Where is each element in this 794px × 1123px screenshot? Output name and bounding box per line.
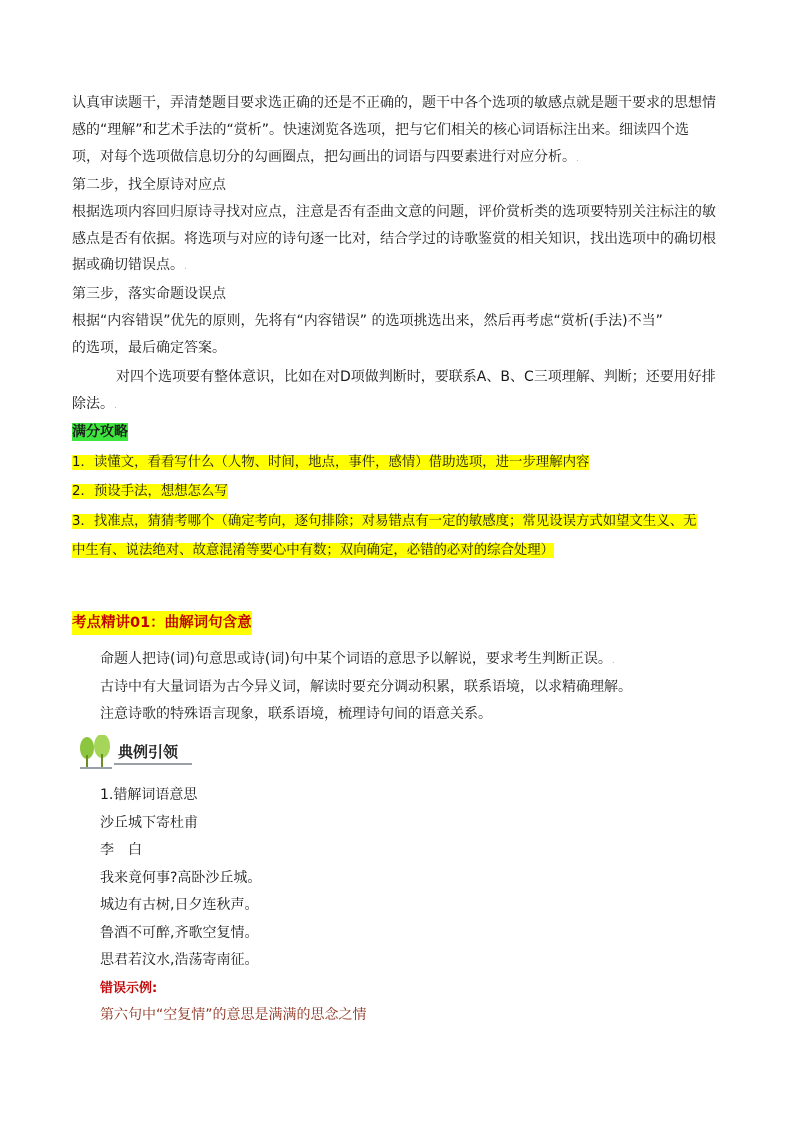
- tree-icon: [78, 735, 114, 769]
- step2-block: [72, 172, 724, 279]
- intro-line: 项，对每个选项做信息切分的勾画圈点，把勾画出的词语与四要素进行对应分析。.: [72, 148, 579, 165]
- step2-title: 第二步，找全原诗对应点: [72, 177, 226, 193]
- section-line: 古诗中有大量词语为古今异义词，解读时要充分调动积累，联系语境，以求精确理解。: [100, 678, 632, 695]
- intro-line: 认真审读题干，弄清楚题目要求选正确的还是不正确的，题干中各个选项的敏感点就是题干要求的思想情: [72, 95, 716, 111]
- poem-author: 李 白: [100, 842, 142, 858]
- section-line: 命题人把诗(词)句意思或诗(词)句中某个词语的意思予以解说，要求考生判断正误。.: [100, 651, 615, 667]
- error-label: 错误示例:: [100, 980, 158, 996]
- step3-line: 根据“内容错误”优先的原则，先将有“内容错误” 的选项挑选出来，然后再考虑“赏析(手法)不当”: [72, 312, 663, 329]
- step2-line: 根据选项内容回归原诗寻找对应点，注意是否有歪曲文意的问题，评价赏析类的选项要特别关注标注的敏: [72, 203, 716, 220]
- step2-line: 据或确切错误点。.: [72, 257, 187, 274]
- step2-line: 感点是否有依据。将选项与对应的诗句逐一比对，结合学过的诗歌鉴赏的相关知识，找出选项中的确切根: [72, 230, 716, 247]
- poem-line: 鲁酒不可醉,齐歌空复情。: [100, 924, 259, 941]
- overall-paragraph: [72, 364, 724, 418]
- section-title: 考点精讲01：曲解词句含意: [72, 611, 252, 635]
- strategy-title-line: [72, 418, 724, 448]
- example-heading: 1.错解词语意思: [100, 787, 198, 803]
- poem-line: 城边有古树,日夕连秋声。: [100, 897, 259, 913]
- banner-underline: [114, 763, 192, 765]
- error-label-line: [100, 975, 700, 1003]
- intro-paragraph: [72, 90, 724, 170]
- error-text: 第六句中“空复情”的意思是满满的思念之情: [100, 1007, 367, 1023]
- step3-line: 的选项，最后确定答案。: [72, 339, 226, 356]
- poem-title: 沙丘城下寄杜甫: [100, 814, 198, 831]
- poem-line: 思君若汶水,浩荡寄南征。: [100, 952, 259, 968]
- strategy-item: 2．预设手法，想想怎么写: [72, 484, 228, 499]
- intro-line: 感的“理解”和艺术手法的“赏析”。快速浏览各选项，把与它们相关的核心词语标注出来。细读四个选: [72, 121, 690, 138]
- strategy-item: 3．找准点，猜猜考哪个（确定考向，逐句排除；对易错点有一定的敏感度；常见设误方式如望文生义、无: [72, 513, 697, 529]
- example-banner: [78, 735, 193, 771]
- section-body: [100, 646, 720, 729]
- strategy-title: 满分攻略: [72, 424, 128, 440]
- poem-line: 我来竟何事?高卧沙丘城。: [100, 869, 262, 886]
- error-text-line: [100, 1002, 700, 1030]
- strategy-item: 中生有、说法绝对、故意混淆等要心中有数；双向确定，必错的必对的综合处理）: [72, 543, 555, 558]
- strategy-item: 1．读懂文，看看写什么（人物、时间，地点，事件，感情）借助选项，进一步理解内容: [72, 454, 590, 470]
- step3-title: 第三步，落实命题设误点: [72, 286, 226, 302]
- overall-line: 对四个选项要有整体意识，比如在对D项做判断时，要联系A、B、C三项理解、判断；还要用好排: [116, 369, 716, 385]
- example-banner-label: 典例引领: [118, 743, 179, 761]
- step3-block: [72, 281, 724, 361]
- example-block: [100, 782, 700, 1030]
- strategy-block: [72, 418, 724, 566]
- section-line: 注意诗歌的特殊语言现象，联系语境，梳理诗句间的语意关系。: [100, 706, 492, 722]
- overall-line: 除法。.: [72, 395, 117, 412]
